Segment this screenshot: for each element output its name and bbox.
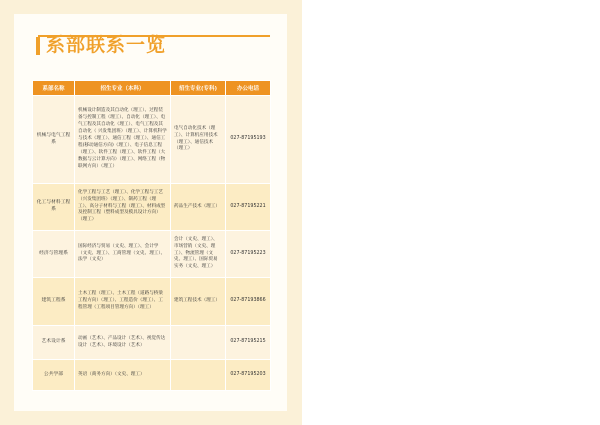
associate-majors	[171, 360, 226, 391]
bachelor-majors: 英语（商务方向）（文史、理工）	[75, 360, 171, 391]
header-associate: 招生专业(专科)	[171, 81, 226, 96]
dept-name: 建筑工程系	[33, 278, 75, 326]
associate-majors: 电气自动化技术（理工）、计算机应用技术（理工）、通信技术（理工）	[171, 96, 226, 184]
table-row	[33, 326, 271, 360]
header-dept: 系部名称	[33, 81, 75, 96]
dept-name: 机械与电气工程系	[33, 96, 75, 184]
department-contact-table	[32, 80, 271, 391]
table-row	[33, 96, 271, 184]
table-row	[33, 360, 271, 391]
title-accent-bar	[36, 37, 40, 55]
dept-name: 化工与材料工程系	[33, 184, 75, 231]
dept-name: 经济与管理系	[33, 231, 75, 278]
office-phone: 027-87195215	[226, 326, 271, 360]
associate-majors: 建筑工程技术（理工）	[171, 278, 226, 326]
page-title: 系部联系一览	[46, 34, 167, 56]
table-row	[33, 184, 271, 231]
office-phone: 027-87195221	[226, 184, 271, 231]
header-bachelor: 招生专业（本科）	[75, 81, 171, 96]
table-row	[33, 231, 271, 278]
table-row	[33, 278, 271, 326]
office-phone: 027-87195223	[226, 231, 271, 278]
header-phone: 办公电话	[226, 81, 271, 96]
dept-name: 公共学部	[33, 360, 75, 391]
associate-majors	[171, 326, 226, 360]
associate-majors: 会计（文史、理工）、市场营销（文史、理工）、物流管理（文史、理工）、国际贸易实务（文史、理工）	[171, 231, 226, 278]
bachelor-majors: 动画（艺术）、产品设计（艺术）、视觉传达设计（艺术）、环境设计（艺术）	[75, 326, 171, 360]
office-phone: 027-87195203	[226, 360, 271, 391]
office-phone: 027-87195193	[226, 96, 271, 184]
bachelor-majors: 化学工程与工艺（理工）、化学工程与工艺（兴发集团班）（理工）、制药工程（理工）、高分子材料与工程（理工）、材料成型及控制工程（塑料成型及模具设计方向）（理工）	[75, 184, 171, 231]
office-phone: 027-87193866	[226, 278, 271, 326]
bachelor-majors: 机械设计制造及其自动化（理工）、过程装备与控制工程（理工）、自动化（理工）、电气工程及其自动化（理工）、电气工程及其自动化（ 兴发集团班）（理工）、计算机科学与技术（理工）、通信工程（理工）、通信工程(移动通信方向)（理工）、电子信息工程（理工）、软件工程（理工）、软件工程（大数据与云计算方向）（理工）、网络工程（物联网方向）（理工）	[75, 96, 171, 184]
dept-name: 艺术设计系	[33, 326, 75, 360]
associate-majors: 药品生产技术（理工）	[171, 184, 226, 231]
bachelor-majors: 国际经济与贸易（文史、理工）、会计学（文史、理工）、工商管理（文史、理工）、法学（文史）	[75, 231, 171, 278]
bachelor-majors: 土木工程（理工）、土木工程（道路与桥梁工程方向）（理工）、工程造价（理工）、工程管理（工程项目管理方向）（理工）	[75, 278, 171, 326]
table-header-row	[33, 81, 271, 96]
